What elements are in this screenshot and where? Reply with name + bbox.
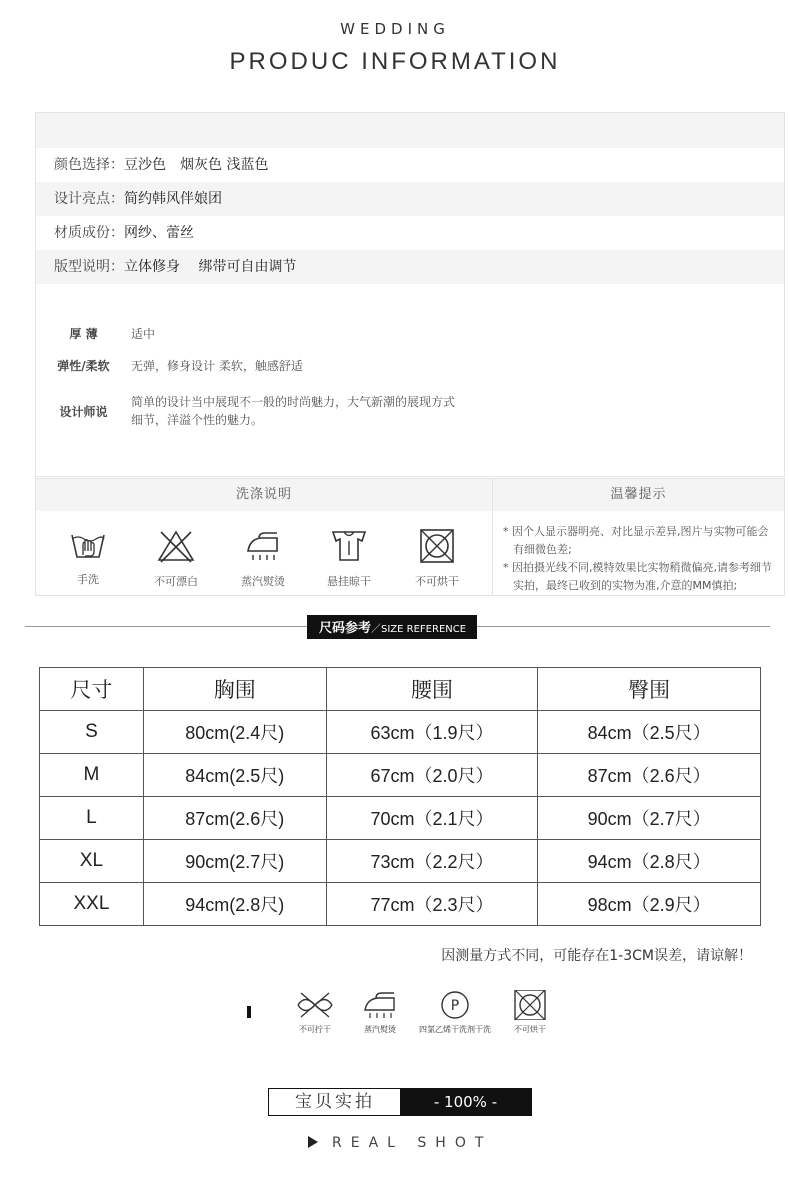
table-cell: 98cm（2.9尺） <box>538 883 761 926</box>
table-cell: 84cm(2.5尺) <box>143 754 326 797</box>
wash-panel-title: 洗涤说明 <box>36 479 492 511</box>
steam-iron-icon <box>360 990 400 1020</box>
table-cell: 67cm（2.0尺） <box>326 754 538 797</box>
table-header-cell: 尺寸 <box>40 668 144 711</box>
attr-row-design <box>36 182 784 216</box>
attr-value: 豆沙色 烟灰色 浅蓝色 <box>124 157 269 173</box>
table-row <box>40 797 761 840</box>
tip-item: * 因个人显示器明亮、对比显示差异,图片与实物可能会有细微色差; <box>503 525 769 556</box>
table-cell: L <box>40 797 144 840</box>
table-header-cell: 胸围 <box>143 668 326 711</box>
table-cell: 94cm(2.8尺) <box>143 883 326 926</box>
attr-row-material <box>36 216 784 250</box>
no-wring-icon <box>295 990 335 1020</box>
care-item <box>358 990 402 1035</box>
table-cell: 90cm(2.7尺) <box>143 840 326 883</box>
table-cell: 90cm（2.7尺） <box>538 797 761 840</box>
real-shot-text: REAL SHOT <box>332 1135 493 1151</box>
detail-value <box>131 393 455 429</box>
table-cell: 80cm(2.4尺) <box>143 711 326 754</box>
table-cell: 94cm（2.8尺） <box>538 840 761 883</box>
table-cell: 87cm（2.6尺） <box>538 754 761 797</box>
detail-label: 弹性/柔软 <box>57 359 110 373</box>
steam-iron-icon <box>243 529 283 563</box>
table-cell: 70cm（2.1尺） <box>326 797 538 840</box>
care-item <box>293 990 337 1035</box>
table-header-cell: 腰围 <box>326 668 538 711</box>
table-cell: 73cm（2.2尺） <box>326 840 538 883</box>
header-subtitle: WEDDING <box>340 20 450 38</box>
care-label: 不可烘干 <box>514 1025 546 1034</box>
size-table <box>39 667 761 926</box>
play-triangle-icon <box>308 1136 318 1148</box>
care-row-marker <box>247 1006 251 1018</box>
tips-panel <box>493 478 785 596</box>
no-tumble-dry-icon <box>417 529 457 563</box>
table-row <box>40 754 761 797</box>
size-badge-cn: 尺码参考 <box>319 621 372 636</box>
wash-label: 不可漂白 <box>154 575 198 588</box>
table-cell: 63cm（1.9尺） <box>326 711 538 754</box>
detail-label: 厚 薄 <box>69 327 98 341</box>
table-cell: M <box>40 754 144 797</box>
real-shot-caption <box>308 1135 492 1151</box>
attr-label: 设计亮点： <box>54 191 124 207</box>
measurement-note: 因测量方式不同，可能存在1-3CM误差，请谅解！ <box>441 948 752 964</box>
wash-item <box>141 529 211 589</box>
wash-item <box>53 529 123 587</box>
wash-label: 手洗 <box>77 573 99 586</box>
attr-row-fit <box>36 250 784 284</box>
svg-text:P: P <box>450 998 460 1014</box>
product-info-panel <box>35 112 785 477</box>
detail-label: 设计师说 <box>59 405 108 419</box>
wash-instructions-panel <box>35 478 493 596</box>
wash-item <box>402 529 472 589</box>
real-shot-banner <box>268 1088 532 1116</box>
attr-label: 版型说明： <box>54 259 124 275</box>
table-cell: 84cm（2.5尺） <box>538 711 761 754</box>
table-header-row <box>40 668 761 711</box>
table-row <box>40 711 761 754</box>
hand-wash-icon <box>68 529 108 561</box>
hang-dry-icon <box>329 529 369 563</box>
real-shot-percent: - 100% - <box>400 1089 531 1115</box>
no-tumble-dry-icon <box>510 990 550 1020</box>
table-row <box>40 883 761 926</box>
attr-value: 网纱、蕾丝 <box>124 225 194 241</box>
care-symbols-row <box>0 990 790 1050</box>
attr-value: 立体修身 绑带可自由调节 <box>124 259 297 275</box>
detail-value: 适中 <box>131 327 156 341</box>
care-label: 不可拧干 <box>299 1025 331 1034</box>
table-cell: XXL <box>40 883 144 926</box>
info-panel-top-bar <box>36 113 784 148</box>
tip-item: * 因拍摄光线不同,模特效果比实物稍微偏亮,请参考细节实拍，最终已收到的实物为准,介意的MM慎拍; <box>503 561 772 592</box>
wash-label: 蒸汽熨烫 <box>241 575 285 588</box>
table-row <box>40 840 761 883</box>
detail-value: 无弹，修身设计 柔软，触感舒适 <box>131 359 303 373</box>
care-label: 四氯乙烯干洗剂干洗 <box>419 1025 491 1034</box>
wash-label: 悬挂晾干 <box>327 575 371 588</box>
table-cell: XL <box>40 840 144 883</box>
detail-line: 细节，洋溢个性的魅力。 <box>131 413 264 427</box>
size-badge-en: ／SIZE REFERENCE <box>371 624 467 635</box>
attr-row-color <box>36 148 784 182</box>
attr-label: 材质成份： <box>54 225 124 241</box>
wash-item <box>314 529 384 589</box>
table-header-cell: 臀围 <box>538 668 761 711</box>
care-item <box>508 990 552 1035</box>
table-cell: S <box>40 711 144 754</box>
page-title: PRODUC INFORMATION <box>229 48 561 75</box>
attr-label: 颜色选择： <box>54 157 124 173</box>
no-bleach-icon <box>156 529 196 563</box>
dry-clean-p-icon <box>435 990 475 1020</box>
care-label: 蒸汽熨烫 <box>364 1025 396 1034</box>
care-item <box>415 990 495 1035</box>
table-cell: 77cm（2.3尺） <box>326 883 538 926</box>
detail-line: 简单的设计当中展现不一般的时尚魅力，大气新潮的展现方式 <box>131 395 456 409</box>
real-shot-label: 宝贝实拍 <box>295 1092 375 1112</box>
wash-label: 不可烘干 <box>415 575 459 588</box>
size-reference-badge <box>307 615 477 639</box>
table-cell: 87cm(2.6尺) <box>143 797 326 840</box>
tips-panel-title: 温馨提示 <box>493 479 784 511</box>
wash-item <box>228 529 298 589</box>
attr-value: 简约韩风伴娘团 <box>124 191 222 207</box>
